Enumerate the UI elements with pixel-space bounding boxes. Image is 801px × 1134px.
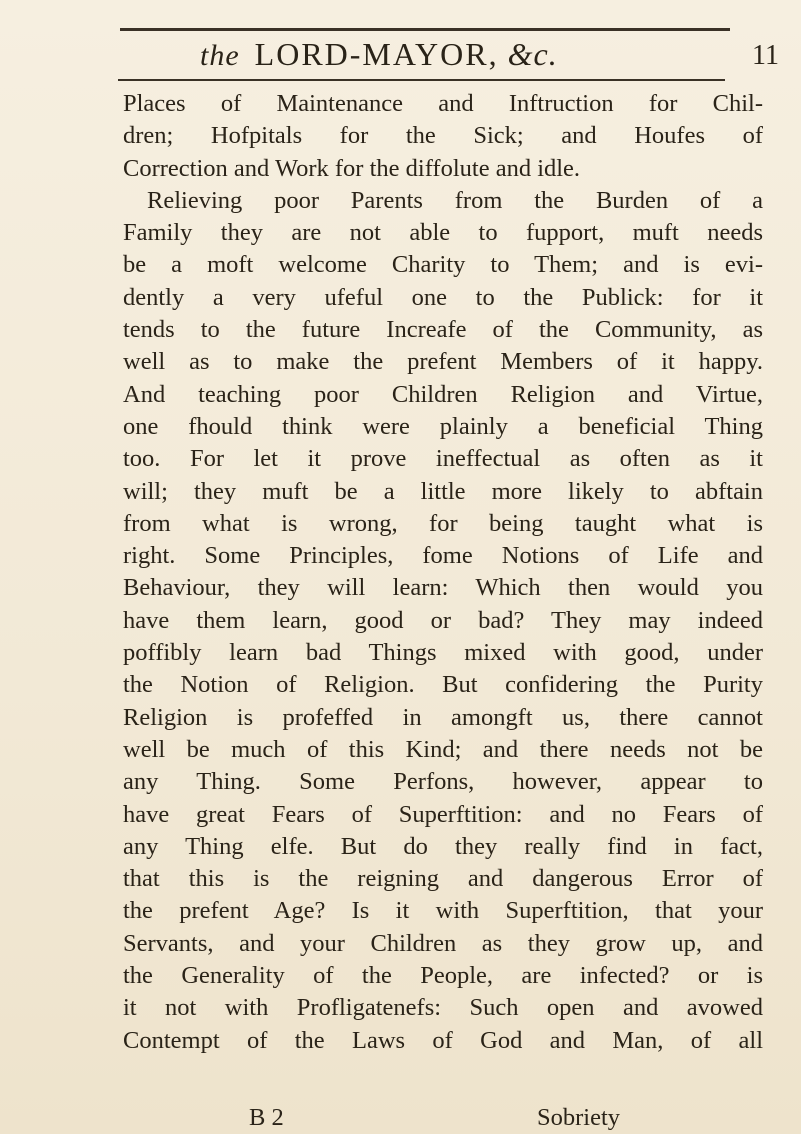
text-line: from what is wrong, for being taught what is — [123, 509, 763, 537]
text-line: have them learn, good or bad? They may indeed — [123, 606, 763, 634]
text-line: dren; Hofpitals for the Sick; and Houfes of — [123, 122, 763, 150]
text-line: well be much of this Kind; and there needs not be — [123, 735, 763, 763]
header-rule — [118, 79, 725, 81]
text-line: will; they muft be a little more likely to abftain — [123, 477, 763, 505]
text-line: Religion is profeffed in amongft us, there cannot — [123, 703, 763, 731]
text-line: Family they are not able to fupport, muft needs — [123, 219, 763, 247]
text-line: Places of Maintenance and Inftruction for Chil- — [123, 90, 763, 117]
text-line: Servants, and your Children as they grow up, and — [123, 929, 763, 957]
running-head-suffix: &c. — [507, 36, 558, 72]
text-line: any Thing elfe. But do they really find in fact, — [123, 832, 763, 860]
text-line: have great Fears of Superftition: and no Fears of — [123, 800, 763, 828]
page-footer — [123, 1102, 763, 1134]
text-line: one fhould think were plainly a beneficial Thing — [123, 412, 763, 440]
text-line: Relieving poor Parents from the Burden of a — [147, 186, 763, 214]
page-number: 11 — [752, 40, 779, 71]
running-head-prefix: the — [200, 39, 240, 72]
text-line: that this is the reigning and dangerous Error of — [123, 865, 763, 893]
text-line: Correction and Work for the diffolute and idle. — [123, 154, 581, 182]
text-line: right. Some Principles, fome Notions of Life and — [123, 542, 763, 570]
text-line: the prefent Age? Is it with Superftition, that your — [123, 897, 763, 925]
body-text — [123, 88, 763, 1057]
text-line: be a moft welcome Charity to Them; and is evi- — [123, 251, 763, 279]
catchword: Sobriety — [537, 1104, 621, 1131]
top-rule — [120, 28, 730, 31]
text-line: poffibly learn bad Things mixed with good, under — [123, 639, 763, 667]
text-line: the Generality of the People, are infected? or is — [123, 962, 763, 990]
text-line: any Thing. Some Perfons, however, appear to — [123, 768, 763, 796]
text-line: And teaching poor Children Religion and Virtue, — [123, 380, 763, 408]
text-line: well as to make the prefent Members of it happy. — [123, 348, 763, 376]
text-line: dently a very ufeful one to the Publick: for it — [123, 283, 763, 311]
running-head — [200, 36, 690, 73]
running-head-title: LORD-MAYOR, — [254, 36, 499, 72]
text-line: tends to the future Increafe of the Community, as — [123, 316, 763, 344]
text-line: Contempt of the Laws of God and Man, of all — [123, 1026, 763, 1054]
text-line: the Notion of Religion. But confidering the Purity — [123, 671, 763, 699]
text-line: it not with Profligatenefs: Such open and avowed — [123, 994, 763, 1022]
text-line: too. For let it prove ineffectual as often as it — [123, 445, 763, 473]
text-line: Behaviour, they will learn: Which then would you — [123, 574, 763, 602]
signature-mark: B 2 — [249, 1104, 284, 1131]
